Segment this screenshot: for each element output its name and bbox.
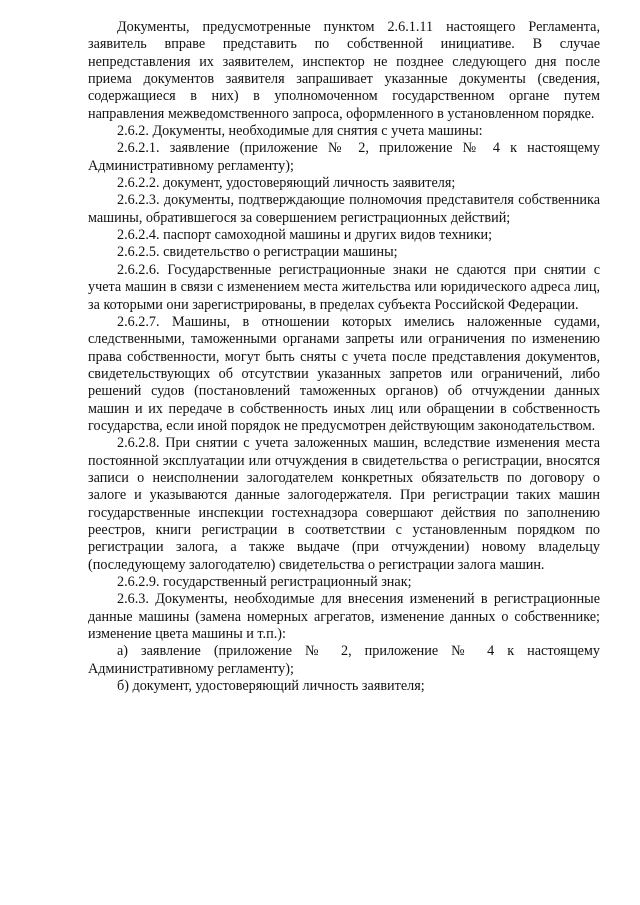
paragraph-2-6-2-1: 2.6.2.1. заявление (приложение № 2, приложение № 4 к настоящему Административному регламенту); [88, 140, 600, 174]
paragraph-2-6-2-7: 2.6.2.7. Машины, в отношении которых имелись наложенные судами, следственными, таможенными органами запреты или ограничения по изменению права собственности, могут быть сняты с учета после представления документов, свидетельствующих об отсутствии указанных запретов или ограничений, либо решений судов (постановлений таможенных органов) об отчуждении данных машин и их передаче в собственность иных лиц или обращении в собственность государства, если иной порядок не предусмотрен действующим законодательством. [88, 313, 600, 434]
paragraph-2-6-2-8: 2.6.2.8. При снятии с учета заложенных машин, вследствие изменения места постоянной эксплуатации или отчуждения в свидетельства о регистрации, вносятся записи о неисполнении залогодателем конкретных обязательств по договору о залоге и указываются данные залогодержателя. При регистрации таких машин государственные инспекции гостехнадзора совершают действия по заполнению реестров, книги регистрации в соответствии с установленным порядком по регистрации залога, а также выдаче (при отчуждении) новому владельцу (последующему залогодателю) свидетельства о регистрации залога машин. [88, 435, 600, 573]
paragraph-item-a: а) заявление (приложение № 2, приложение № 4 к настоящему Административному регламенту); [88, 643, 600, 677]
paragraph-2-6-2-9: 2.6.2.9. государственный регистрационный знак; [117, 574, 412, 590]
paragraph-2-6-2-2: 2.6.2.2. документ, удостоверяющий личность заявителя; [117, 175, 456, 192]
paragraph-2-6-2-6: 2.6.2.6. Государственные регистрационные знаки не сдаются при снятии с учета машин в связи с изменением места жительства или юридического адреса лиц, за которыми они зарегистрированы, в пределах субъекта Российской Федерации. [88, 261, 600, 313]
paragraph-intro: Документы, предусмотренные пунктом 2.6.1.11 настоящего Регламента, заявитель вправе представить по собственной инициативе. В случае непредставления их заявителем, инспектор не позднее следующего дня после приема документов заявителя запрашивает указанные документы (сведения, содержащиеся в них) в уполномоченном государственном органе путем направления межведомственного запроса, оформленного в установленном порядке. [88, 19, 600, 122]
paragraph-2-6-3: 2.6.3. Документы, необходимые для внесения изменений в регистрационные данные машины (замена номерных агрегатов, изменение данных о собственнике; изменение цвета машины и т.п.): [88, 591, 600, 643]
paragraph-2-6-2-4: 2.6.2.4. паспорт самоходной машины и других видов техники; [117, 227, 493, 244]
paragraph-2-6-2-5: 2.6.2.5. свидетельство о регистрации машины; [117, 244, 398, 261]
paragraph-2-6-2-3: 2.6.2.3. документы, подтверждающие полномочия представителя собственника машины, обратившегося за совершением регистрационных действий; [88, 192, 600, 226]
paragraph-2-6-2: 2.6.2. Документы, необходимые для снятия с учета машины: [117, 123, 483, 140]
paragraph-item-b: б) документ, удостоверяющий личность заявителя; [117, 678, 425, 695]
document-body [88, 19, 600, 695]
